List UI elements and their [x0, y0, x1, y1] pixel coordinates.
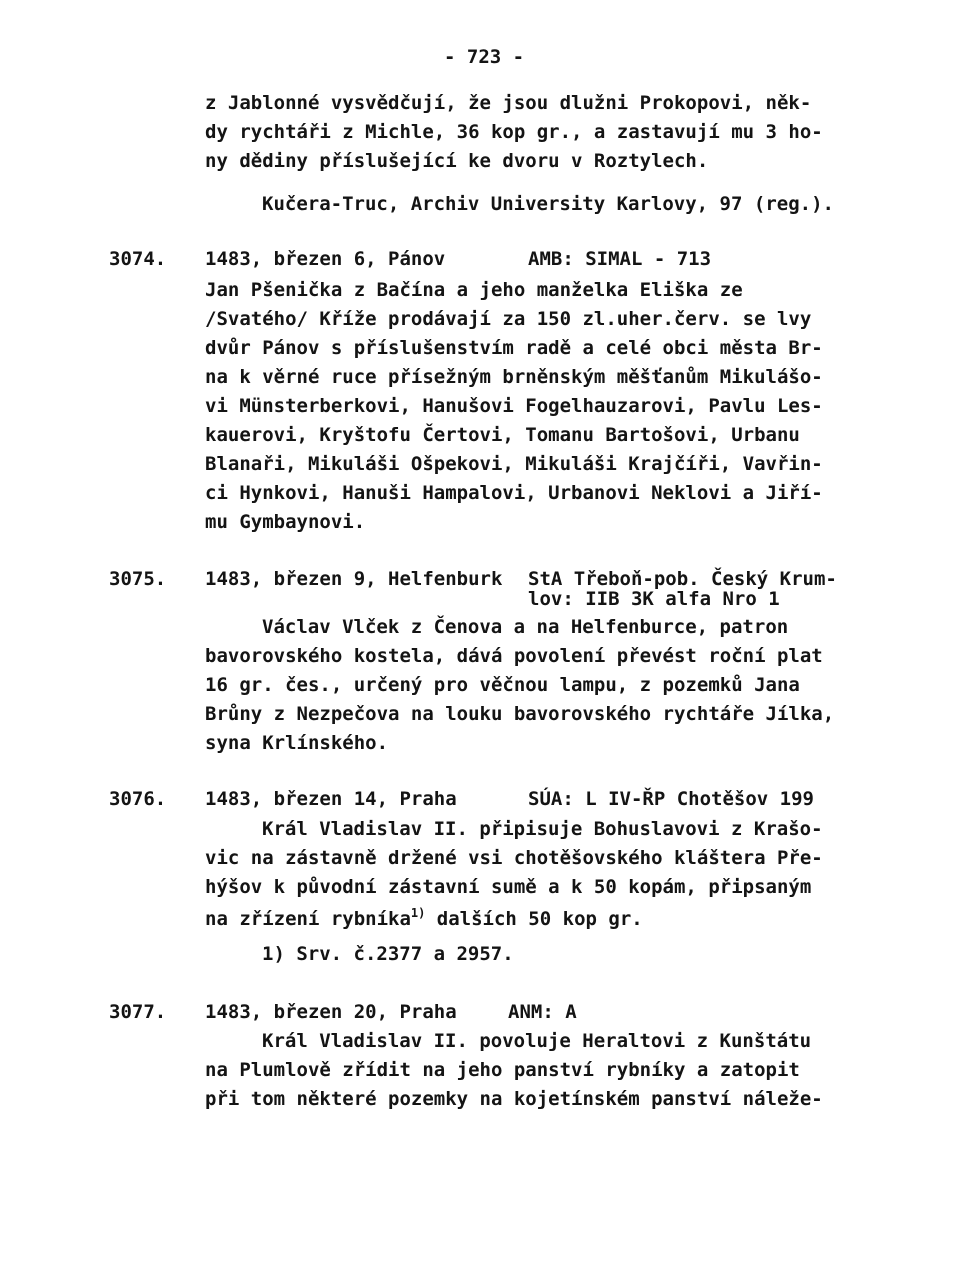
text-line: při tom některé pozemky na kojetínském panství náleže-	[205, 1088, 823, 1110]
entry-date-place: 1483, březen 14, Praha	[205, 788, 457, 810]
text-line: syna Krlínského.	[205, 732, 389, 754]
entry-number: 3077.	[109, 1001, 167, 1023]
text-line: 16 gr. čes., určený pro věčnou lampu, z pozemků Jana	[205, 674, 800, 696]
text-line: vi Münsterberkovi, Hanušovi Fogelhauzarovi, Pavlu Les-	[205, 395, 823, 417]
text-line: Král Vladislav II. připisuje Bohuslavovi z Krašo-	[262, 818, 823, 840]
entry-date-place: 1483, březen 6, Pánov	[205, 248, 446, 270]
text-line: Jan Pšenička z Bačína a jeho manželka Eliška ze	[205, 279, 743, 301]
text-line: na Plumlově zřídit na jeho panství rybníky a zatopit	[205, 1059, 800, 1081]
entry-archive: StA Třeboň-pob. Český Krum-	[528, 568, 837, 590]
text-line: ny dědiny příslušející ke dvoru v Roztylech.	[205, 150, 709, 172]
text-line: bavorovského kostela, dává povolení převést roční plat	[205, 645, 823, 667]
entry-archive: ANM: A	[508, 1001, 577, 1023]
text-line: na k věrné ruce přísežným brněnským měšťanům Mikulášo-	[205, 366, 823, 388]
entry-number: 3075.	[109, 568, 167, 590]
text-line: Brůny z Nezpečova na louku bavorovského rychtáře Jílka,	[205, 703, 835, 725]
entry-date-place: 1483, březen 20, Praha	[205, 1001, 457, 1023]
source-citation: Kučera-Truc, Archiv University Karlovy, 97 (reg.).	[262, 193, 834, 215]
text-line: Václav Vlček z Čenova a na Helfenburce, patron	[262, 616, 789, 638]
text-line: Král Vladislav II. povoluje Heraltovi z Kunštátu	[262, 1030, 812, 1052]
text-line: dvůr Pánov s příslušenstvím radě a celé obci města Br-	[205, 337, 823, 359]
text-line: dy rychtáři z Michle, 36 kop gr., a zastavují mu 3 ho-	[205, 121, 823, 143]
text-line: vic na zástavně držené vsi chotěšovského kláštera Pře-	[205, 847, 823, 869]
entry-number: 3076.	[109, 788, 167, 810]
text-line: z Jablonné vysvědčují, že jsou dlužni Prokopovi, něk-	[205, 92, 812, 114]
entry-number: 3074.	[109, 248, 167, 270]
text-line: mu Gymbaynovi.	[205, 511, 366, 533]
footnote: 1) Srv. č.2377 a 2957.	[262, 943, 514, 965]
entry-archive: lov: IIB 3K alfa Nro 1	[528, 588, 780, 610]
text-line: kauerovi, Kryštofu Čertovi, Tomanu Bartošovi, Urbanu	[205, 424, 800, 446]
text-line: Blanaři, Mikuláši Ošpekovi, Mikuláši Krajčíři, Vavřin-	[205, 453, 823, 475]
entry-archive: SÚA: L IV-ŘP Chotěšov 199	[528, 788, 814, 810]
entry-archive: AMB: SIMAL - 713	[528, 248, 712, 270]
text-line: na zřízení rybníka$^{1)}$ dalších 50 kop gr.	[205, 906, 643, 930]
entry-date-place: 1483, březen 9, Helfenburk	[205, 568, 503, 590]
text-line: /Svatého/ Kříže prodávají za 150 zl.uher.červ. se lvy	[205, 308, 812, 330]
text-line: ci Hynkovi, Hanuši Hampalovi, Urbanovi Neklovi a Jiří-	[205, 482, 823, 504]
page-number: - 723 -	[444, 46, 525, 68]
text-line: hýšov k původní zástavní sumě a k 50 kopám, připsaným	[205, 876, 812, 898]
footnote-marker: 1)	[410, 906, 426, 920]
